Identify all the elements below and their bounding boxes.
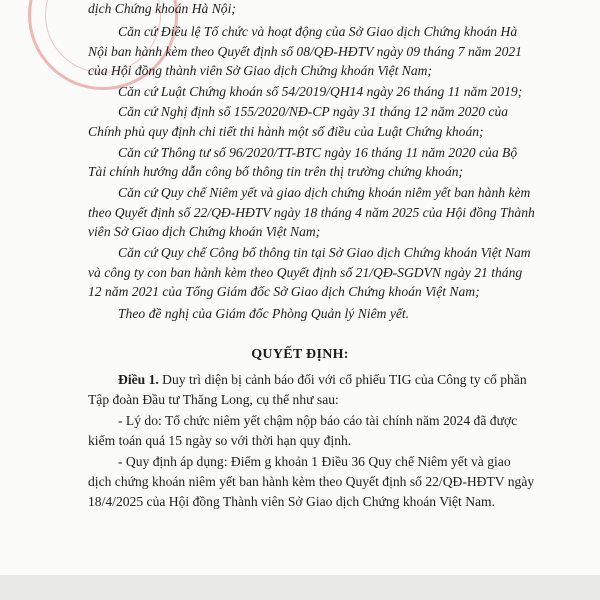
article-line: - Quy định áp dụng: Điểm g khoản 1 Điều 36 Quy chế Niêm yết và giao: [118, 454, 511, 469]
basis-line: của Hội đồng thành viên Sở Giao dịch Chứng khoán Việt Nam;: [88, 63, 433, 78]
basis-line: Nội ban hành kèm theo Quyết định số 08/QĐ-HĐTV ngày 09 tháng 7 năm 2021: [88, 44, 522, 59]
article-line: kiểm toán quá 15 ngày so với thời hạn quy định.: [88, 433, 352, 448]
article-1-label: Điều 1.: [118, 372, 159, 387]
basis-line: Theo đề nghị của Giám đốc Phòng Quản lý Niêm yết.: [118, 306, 410, 321]
basis-line: Căn cứ Nghị định số 155/2020/NĐ-CP ngày 31 tháng 12 năm 2020 của: [118, 104, 509, 119]
basis-line: Căn cứ Thông tư số 96/2020/TT-BTC ngày 16 tháng 11 năm 2020 của Bộ: [118, 145, 518, 160]
basis-line: viên Sở Giao dịch Chứng khoán Việt Nam;: [88, 224, 321, 239]
article-line: 18/4/2025 của Hội đồng Thành viên Sở Giao dịch Chứng khoán Việt Nam.: [88, 494, 496, 509]
article-line: Tập đoàn Đầu tư Thăng Long, cụ thể như sau:: [88, 392, 339, 407]
basis-line: Căn cứ Điều lệ Tổ chức và hoạt động của Sở Giao dịch Chứng khoán Hà: [118, 24, 518, 39]
basis-line: theo Quyết định số 22/QĐ-HĐTV ngày 18 tháng 4 năm 2025 của Hội đồng Thành: [88, 205, 535, 220]
basis-line: Căn cứ Quy chế Niêm yết và giao dịch chứng khoán niêm yết ban hành kèm: [118, 185, 531, 200]
article-line: dịch chứng khoán niêm yết ban hành kèm theo Quyết định số 22/QĐ-HĐTV ngày: [88, 474, 535, 489]
article-1-text: Duy trì diện bị cảnh báo đối với cổ phiếu TIG của Công ty cổ phần: [158, 372, 527, 387]
basis-line: Căn cứ Quy chế Công bố thông tin tại Sở Giao dịch Chứng khoán Việt Nam: [118, 245, 531, 260]
basis-line: và công ty con ban hành kèm theo Quyết định số 21/QĐ-SGDVN ngày 21 tháng: [88, 265, 523, 280]
basis-line: 12 năm 2021 của Tổng Giám đốc Sở Giao dịch Chứng khoán Việt Nam;: [88, 284, 480, 299]
page-bottom-gap: [0, 575, 600, 600]
article-line: - Lý do: Tổ chức niêm yết chậm nộp báo cáo tài chính năm 2024 đã được: [118, 413, 518, 428]
basis-line: dịch Chứng khoán Hà Nội;: [88, 1, 236, 16]
basis-line: Chính phủ quy định chi tiết thi hành một số điều của Luật Chứng khoán;: [88, 124, 484, 139]
decision-heading: QUYẾT ĐỊNH:: [251, 347, 349, 362]
article-1-first-line: [118, 372, 527, 388]
basis-line: Căn cứ Luật Chứng khoán số 54/2019/QH14 ngày 26 tháng 11 năm 2019;: [118, 84, 523, 99]
basis-line: Tài chính hướng dẫn công bố thông tin trên thị trường chứng khoán;: [88, 164, 464, 179]
